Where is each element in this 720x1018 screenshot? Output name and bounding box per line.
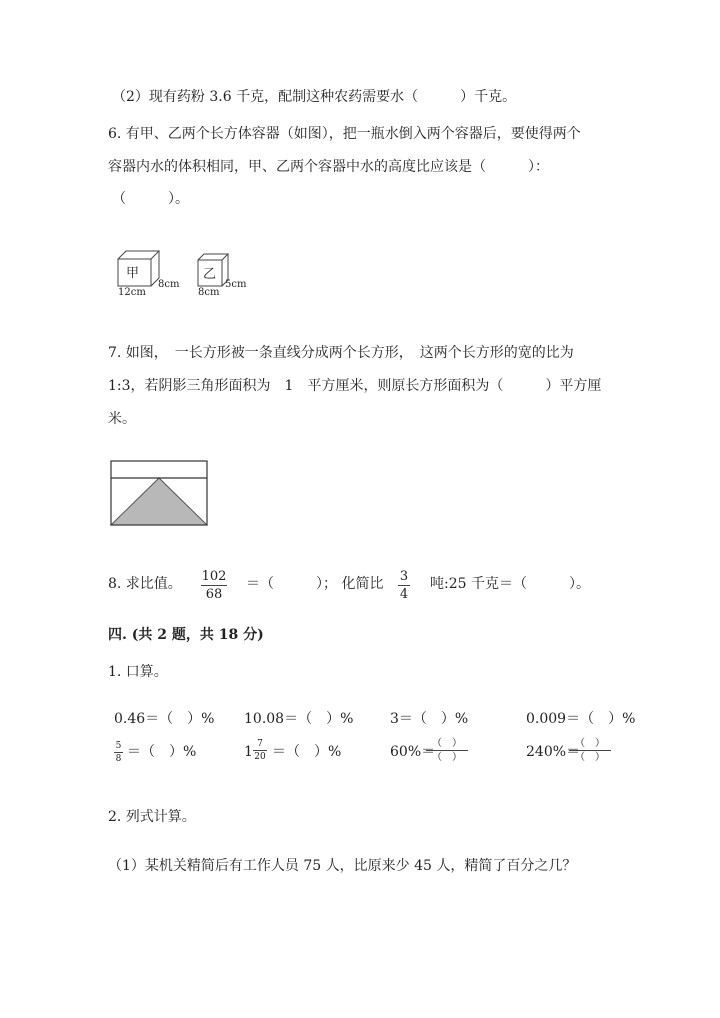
p2-title: 2. 列式计算。	[108, 809, 196, 825]
calc-r2c3: 60%＝	[390, 744, 436, 760]
q6-line2: 容器内水的体积相同，甲、乙两个容器中水的高度比应该是（ ）：	[108, 159, 549, 175]
section-4-title: 四. (共 2 题，共 18 分)	[108, 627, 264, 643]
q8-fraction-1	[201, 569, 227, 602]
q6-line3: （ ）。	[112, 191, 189, 207]
p1-title: 1. 口算。	[108, 664, 168, 680]
q6-line1: 6. 有甲、乙两个长方体容器（如图），把一瓶水倒入两个容器后，要使得两个	[108, 126, 581, 142]
q8-frac1-num: 102	[201, 569, 227, 584]
q7-line1: 7. 如图， 一长方形被一条直线分成两个长方形， 这两个长方形的宽的比为	[108, 345, 574, 361]
r2c1-num: 5	[115, 741, 122, 751]
q8-prefix: 8. 求比值。	[108, 576, 182, 592]
calc-r2c4: 240%＝	[526, 744, 581, 760]
r2c3-blank-den: （ ）	[432, 752, 462, 763]
r2c4-blank-den: （ ）	[575, 752, 605, 763]
calc-r2c2-rest: ＝（ ）%	[272, 744, 342, 760]
q7-line2: 1:3，若阴影三角形面积为 1 平方厘米，则原长方形面积为（ ）平方厘	[108, 378, 602, 394]
calc-r1c3: 3＝（ ）%	[390, 711, 469, 727]
box-b-width: 5cm	[225, 279, 247, 290]
r2c4-blank-num: （ ）	[575, 738, 605, 749]
q8-frac2-num: 3	[399, 569, 409, 584]
calc-r2c2-whole: 1	[244, 744, 253, 760]
r2c2-den: 20	[254, 752, 266, 762]
q6-container-figure	[110, 245, 255, 303]
box-a-length: 12cm	[118, 287, 146, 298]
r2c3-blank-num: （ ）	[432, 738, 462, 749]
box-b-length: 8cm	[198, 287, 220, 298]
box-a-width: 8cm	[158, 279, 180, 290]
calc-r2c1-fraction	[114, 741, 123, 764]
q8-fraction-2	[398, 569, 410, 602]
p2-q1: （1）某机关精简后有工作人员 75 人，比原来少 45 人，精简了百分之几？	[108, 858, 577, 874]
q8-frac2-den: 4	[399, 587, 409, 602]
q8-mid: ＝（ ）； 化简比	[246, 576, 384, 592]
q7-rect-svg	[108, 458, 212, 528]
q7-line3: 米。	[108, 411, 136, 427]
calc-r2c3-blank-fraction	[426, 738, 468, 763]
calc-r2c4-blank-fraction	[569, 738, 611, 763]
box-a-label: 甲	[126, 266, 140, 281]
calc-r2c2-fraction	[253, 739, 267, 762]
shaded-triangle	[111, 478, 207, 525]
r2c1-den: 8	[115, 754, 122, 764]
calc-r1c2: 10.08＝（ ）%	[244, 711, 354, 727]
box-b-label: 乙	[203, 267, 217, 282]
q7-rectangle-figure	[108, 458, 212, 528]
calc-r2c1-rest: ＝（ ）%	[127, 744, 197, 760]
r2c2-num: 7	[257, 739, 263, 749]
q5-part2-text: （2）现有药粉 3.6 千克，配制这种农药需要水（ ）千克。	[112, 89, 517, 105]
q8-frac1-den: 68	[205, 587, 223, 602]
q8-suffix: 吨:25 千克＝（ ）。	[430, 576, 590, 592]
calc-r1c4: 0.009＝（ ）%	[526, 711, 636, 727]
calc-r1c1: 0.46＝（ ）%	[114, 711, 215, 727]
